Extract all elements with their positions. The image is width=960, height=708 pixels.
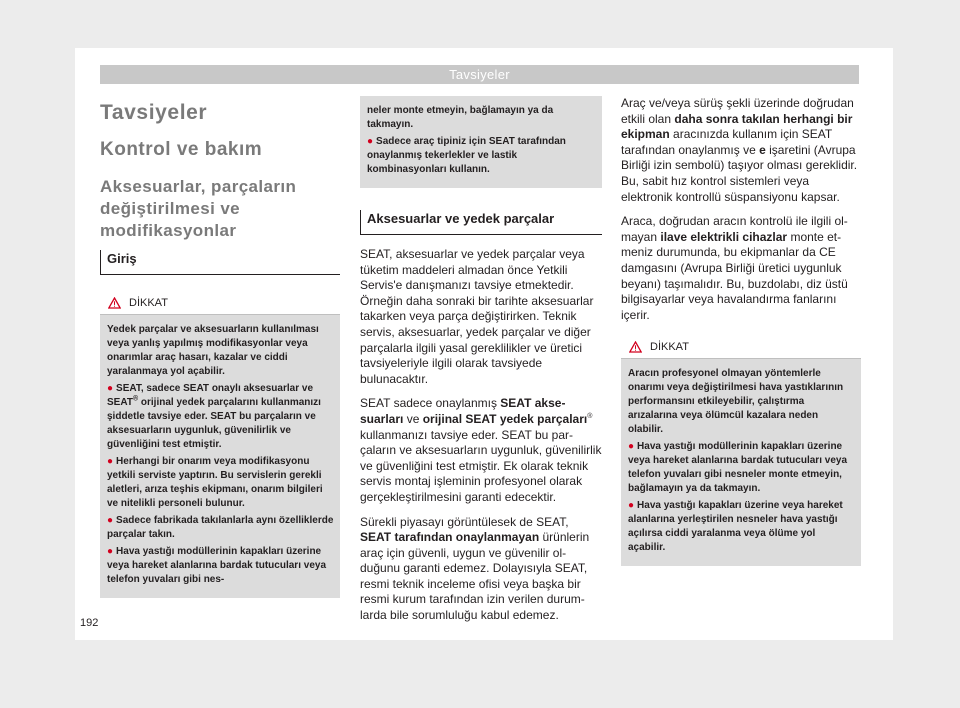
bullet-icon: ●: [107, 383, 114, 394]
warning-header: [100, 291, 340, 315]
warning-bullet: ● Hava yastığı kapakları üzerine veya hareket alanlarına yerleştirilen nesneler hava yastığı açılırsa ciddi yaralanma veya ölüme yol açabilir.: [628, 500, 843, 554]
warning-continued-text: neler monte etmeyin, bağlamayın ya da takmayın.: [367, 105, 554, 130]
warning-bullet: ● SEAT, sadece SEAT onaylı aksesuarlar ve SEAT® orijinal yedek parçalarını kullanmanızı şiddetle tavsiye eder. SEAT bu parçaların ve aksesuarların uygunluk, güvenilirlik ve güvenliğini test etmiştir.: [107, 383, 321, 450]
warning-box-2: [621, 335, 861, 566]
warning-header: [621, 335, 861, 359]
paragraph: SEAT, aksesuarlar ve yedek parçalar veya tüketim maddeleri almadan önce Yetkili Servis'e danışmanızı tavsiye etmektedir. Örneğin daha sonraki bir tarihte aksesuarlar takarken veya parça değiştirirken. Teknik servis, aksesuarlar, yedek parçalar ve diğer parçalarla ilgili yasal gereklilikler ve üretici tavsiyeleriyle ilgili olarak tavsiyede bulunacaktır.: [360, 247, 594, 386]
body-text: [360, 247, 602, 624]
warning-bullet: ● Herhangi bir onarım veya modifikasyonu yetkili serviste yaptırın. Bu servislerin gerekli aletleri, arıza teşhis ekipmanı, onarım bilgileri ve nitelikli personeli bulunur.: [107, 456, 323, 509]
chapter-title: Tavsiyeler: [100, 101, 208, 124]
bullet-icon: ●: [107, 515, 114, 526]
paragraph: SEAT sadece onaylanmış SEAT aksesuarları ve orijinal SEAT yedek parçaları® kullanmanızı tavsiye eder. SEAT bu parçaların ve aksesuarların uygunluk, güvenilirlik ve güvenliğini test etmiştir. Ek olarak teknik servis montaj işleminin profesyonel olarak gerçekleştirilmesini garanti edecektir.: [360, 396, 602, 504]
column-1: [100, 96, 340, 598]
warning-bullet: ● Hava yastığı modüllerinin kapakları üzerine veya hareket alanlarına bardak tutucuları veya telefon yuvaları gibi nes-: [107, 546, 326, 585]
paragraph: Araç ve/veya sürüş şekli üzerinde doğrudan etkili olan daha sonra takılan herhangi bir ekipman aracınızda kullanım için SEAT tarafından onaylanmış ve e işaretini (Avrupa Birliği izin sembolü) taşıyor olması gereklidir. Bu, sabit hız kontrol sistemleri veya elektronik kontrollü süspansiyonu kapsar.: [621, 96, 858, 204]
warning-body: [621, 359, 861, 566]
paragraph: Sürekli piyasayı görüntülesek de SEAT, SEAT tarafından onaylanmayan ürünlerin araç için güvenli, uygun ve güvenilir olduğunu garanti edemez. Dolayısıyla SEAT, resmi teknik inceleme ofisi veya başka bir resmi kurum tarafından izin verilen durumlarda bile sorumluluğu kabul edemez.: [360, 514, 590, 623]
column-3: [621, 96, 861, 566]
topic-heading-aksesuarlar: Aksesuarlar ve yedek parçalar: [360, 210, 602, 235]
warning-bullet: ● Sadece araç tipiniz için SEAT tarafından onaylanmış tekerlekler ve lastik kombinasyonları kullanın.: [367, 136, 566, 175]
warning-body: [360, 96, 602, 188]
header-title: Tavsiyeler: [449, 67, 510, 82]
warning-box-1: [100, 291, 340, 598]
topic-heading-giris: Giriş: [100, 250, 340, 275]
ce-mark-icon: CE: [819, 245, 836, 260]
bullet-icon: ●: [107, 546, 114, 557]
warning-intro: Aracın profesyonel olmayan yöntemlerle onarımı veya değiştirilmesi hava yastıklarının performansını etkileyebilir, çalıştırma arızalarına veya ölümcül kazalara neden olabilir.: [628, 368, 844, 436]
body-text: [621, 96, 861, 323]
header-bar: [100, 65, 859, 84]
column-2: [360, 96, 602, 633]
warning-label: DİKKAT: [129, 296, 168, 309]
bullet-icon: ●: [628, 500, 635, 512]
warning-triangle-icon: [108, 297, 121, 309]
paragraph: Araca, doğrudan aracın kontrolü ile ilgili olmayan ilave elektrikli cihazlar monte etmeniz durumunda, bu ekipmanlar da CE damgasını (Avrupa Birliği üretici uygunluk beyanı) taşımalıdır. Bu, buzdolabı, diz üstü bilgisayarlar veya havalandırma fanlarını içerir.: [621, 214, 848, 322]
warning-intro: Yedek parçalar ve aksesuarların kullanılması veya yanlış yapılmış modifikasyonlar veya onarımlar araç hasarı, kazalar ve ciddi yaralanmaya yol açabilir.: [107, 324, 319, 377]
bullet-icon: ●: [367, 136, 374, 147]
warning-bullet: ● Hava yastığı modüllerinin kapakları üzerine veya hareket alanlarına bardak tutucuları veya telefon yuvaları gibi nesneler monte etmeyin, bağlamayın ya da takmayın.: [628, 441, 847, 495]
warning-label: DİKKAT: [650, 340, 689, 353]
bullet-icon: ●: [107, 456, 114, 467]
subsection-title: Aksesuarlar, parçaların değiştirilmesi ve modifikasyonlar: [100, 177, 297, 240]
bullet-icon: ●: [628, 441, 635, 453]
warning-body: [100, 315, 340, 598]
warning-box-1-continued: [360, 96, 602, 188]
section-title: Kontrol ve bakım: [100, 139, 263, 160]
warning-triangle-icon: [629, 341, 642, 353]
warning-bullet: ● Sadece fabrikada takılanlarla aynı özelliklerde parçalar takın.: [107, 515, 334, 540]
page-number: 192: [80, 617, 99, 629]
